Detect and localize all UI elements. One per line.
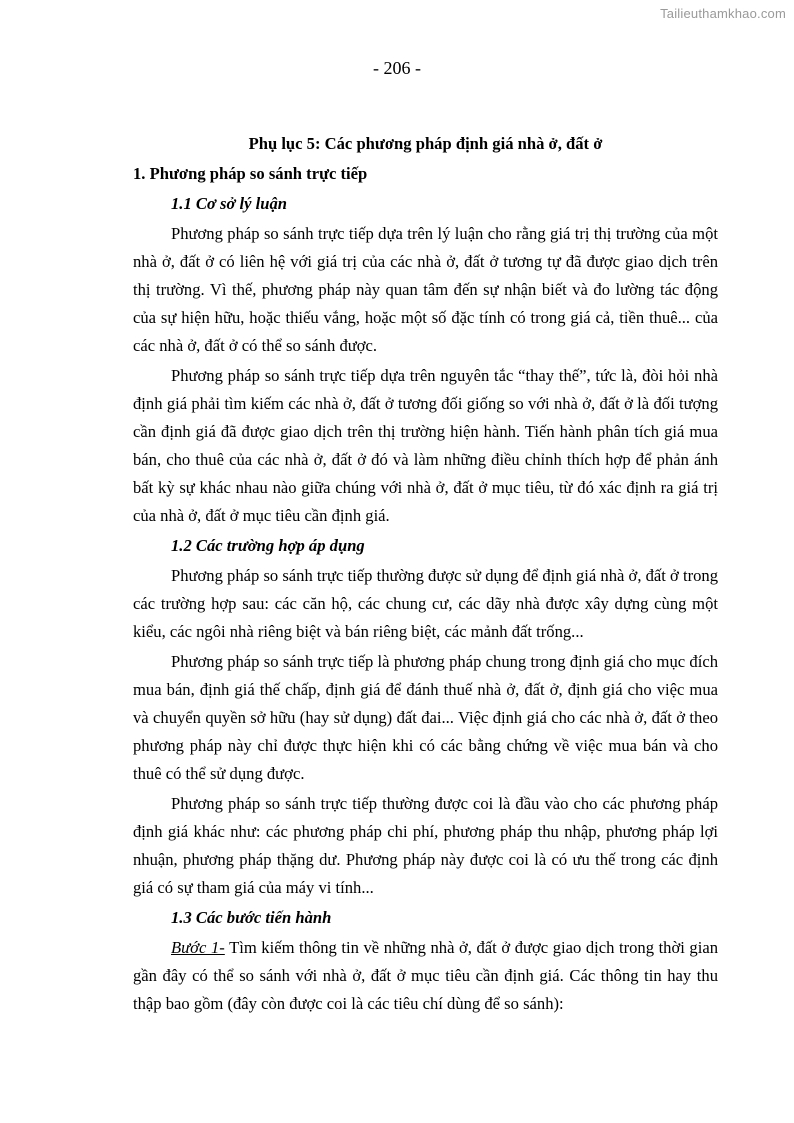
step-1-label: Bước 1- bbox=[171, 938, 225, 957]
document-body bbox=[133, 130, 718, 1020]
step-1-text: Tìm kiếm thông tin về những nhà ở, đất ở được giao dịch trong thời gian gần đây có thể so sánh với nhà ở, đất ở mục tiêu cần định giá. Các thông tin hay thu thập bao gồm (đây còn được coi là các tiêu chí dùng để so sánh): bbox=[133, 938, 719, 1013]
sub-heading-1-1: 1.1 Cơ sở lý luận bbox=[171, 194, 288, 213]
appendix-title: Phụ lục 5: Các phương pháp định giá nhà ở, đất ở bbox=[248, 134, 603, 153]
watermark: Tailieuthamkhao.com bbox=[660, 6, 786, 21]
sub-heading-1-3: 1.3 Các bước tiến hành bbox=[171, 908, 332, 927]
sub-heading-1-2: 1.2 Các trường hợp áp dụng bbox=[171, 536, 365, 555]
paragraph-step-1 bbox=[133, 934, 718, 1018]
paragraph: Phương pháp so sánh trực tiếp dựa trên lý luận cho rằng giá trị thị trường của một nhà ở, đất ở có liên hệ với giá trị của các nhà ở, đất ở tương tự đã được giao dịch trên thị trường. Vì thế, phương pháp này quan tâm đến sự nhận biết và đo lường tác động của sự hiện hữu, hoặc thiếu vắng, hoặc một số đặc tính có trong giá cả, tiền thuê... của các nhà ở, đất ở có thể so sánh được. bbox=[133, 224, 718, 355]
paragraph: Phương pháp so sánh trực tiếp là phương pháp chung trong định giá cho mục đích mua bán, định giá thế chấp, định giá để đánh thuế nhà ở, đất ở, định giá cho việc mua và chuyển quyền sở hữu (hay sử dụng) đất đai... Việc định giá cho các nhà ở, đất ở theo phương pháp này chỉ được thực hiện khi có các bằng chứng về việc mua bán và cho thuê có thể sử dụng được. bbox=[133, 652, 718, 783]
page-number: - 206 - bbox=[373, 58, 421, 78]
paragraph: Phương pháp so sánh trực tiếp dựa trên nguyên tắc “thay thế”, tức là, đòi hỏi nhà định giá phải tìm kiếm các nhà ở, đất ở tương đối giống so với nhà ở, đất ở là đối tượng cần định giá đã được giao dịch trên thị trường hiện hành. Tiến hành phân tích giá mua bán, cho thuê của các nhà ở, đất ở đó và làm những điều chỉnh thích hợp để phản ánh bất kỳ sự khác nhau nào giữa chúng với nhà ở, đất ở mục tiêu, từ đó xác định ra giá trị của nhà ở, đất ở mục tiêu cần định giá. bbox=[133, 366, 718, 525]
paragraph: Phương pháp so sánh trực tiếp thường được sử dụng để định giá nhà ở, đất ở trong các trường hợp sau: các căn hộ, các chung cư, các dãy nhà được xây dựng cùng một kiểu, các ngôi nhà riêng biệt và bán riêng biệt, các mảnh đất trống... bbox=[133, 566, 718, 641]
section-heading-1: 1. Phương pháp so sánh trực tiếp bbox=[133, 164, 368, 183]
paragraph: Phương pháp so sánh trực tiếp thường được coi là đầu vào cho các phương pháp định giá khác như: các phương pháp chi phí, phương pháp thu nhập, phương pháp lợi nhuận, phương pháp thặng dư. Phương pháp này được coi là có ưu thế trong các định giá có sự tham giá của máy vi tính... bbox=[133, 794, 718, 897]
